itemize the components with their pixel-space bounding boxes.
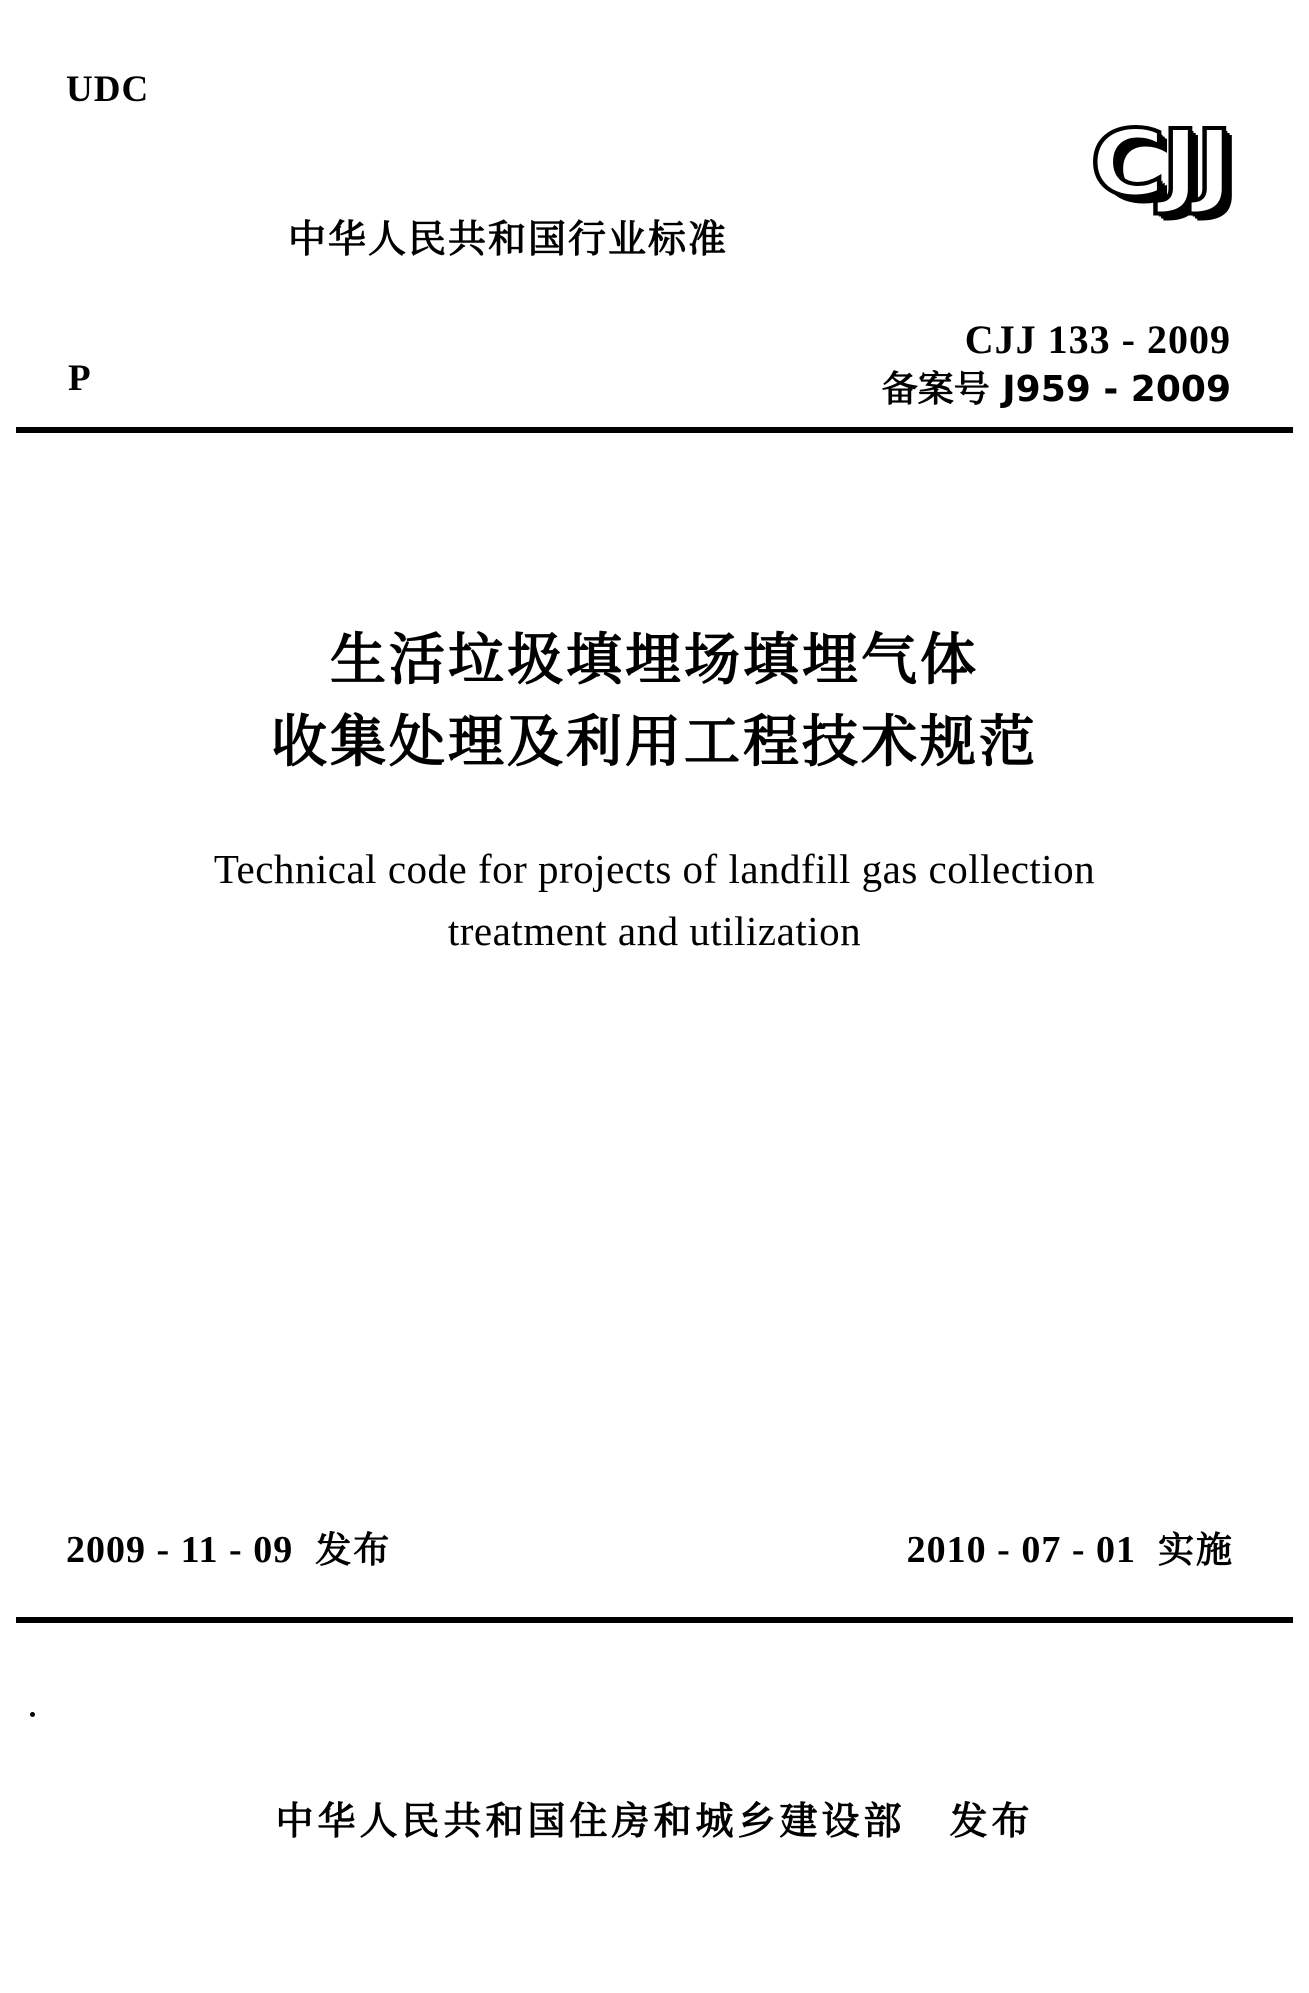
issue-date-label: 发布 bbox=[315, 1530, 392, 1571]
title-cn-line-1: 生活垃圾填埋场填埋气体 bbox=[330, 628, 979, 693]
effective-date-group bbox=[907, 1522, 1234, 1573]
issue-date-group bbox=[66, 1522, 391, 1573]
title-cn-line-2: 收集处理及利用工程技术规范 bbox=[271, 710, 1038, 775]
title-en-line-1: Technical code for projects of landfill gas collection bbox=[213, 846, 1096, 892]
title-en-line-2: treatment and utilization bbox=[447, 908, 862, 954]
standard-number: CJJ 133 - 2009 bbox=[964, 317, 1231, 362]
issue-date: 2009 - 11 - 09 bbox=[66, 1529, 294, 1571]
effective-date-label: 实施 bbox=[1157, 1530, 1234, 1571]
cjj-logo: CJJ bbox=[1090, 110, 1229, 217]
divider-bottom bbox=[16, 1617, 1293, 1623]
page-title bbox=[0, 620, 1309, 784]
page-speck bbox=[30, 1712, 35, 1717]
publisher-line bbox=[0, 1790, 1309, 1845]
date-row bbox=[66, 1522, 1246, 1573]
national-standard-heading: 中华人民共和国行业标准 bbox=[288, 217, 729, 261]
classification-code-label: P bbox=[68, 358, 91, 399]
page-subtitle bbox=[0, 838, 1309, 962]
effective-date: 2010 - 07 - 01 bbox=[906, 1529, 1136, 1571]
publisher-name: 中华人民共和国住房和城乡建设部 bbox=[275, 1799, 906, 1843]
divider-top bbox=[16, 427, 1293, 433]
publisher-action: 发布 bbox=[949, 1799, 1034, 1843]
record-number: 备案号 J959 - 2009 bbox=[881, 369, 1231, 410]
standard-number-block bbox=[882, 315, 1231, 415]
udc-label: UDC bbox=[66, 69, 150, 110]
